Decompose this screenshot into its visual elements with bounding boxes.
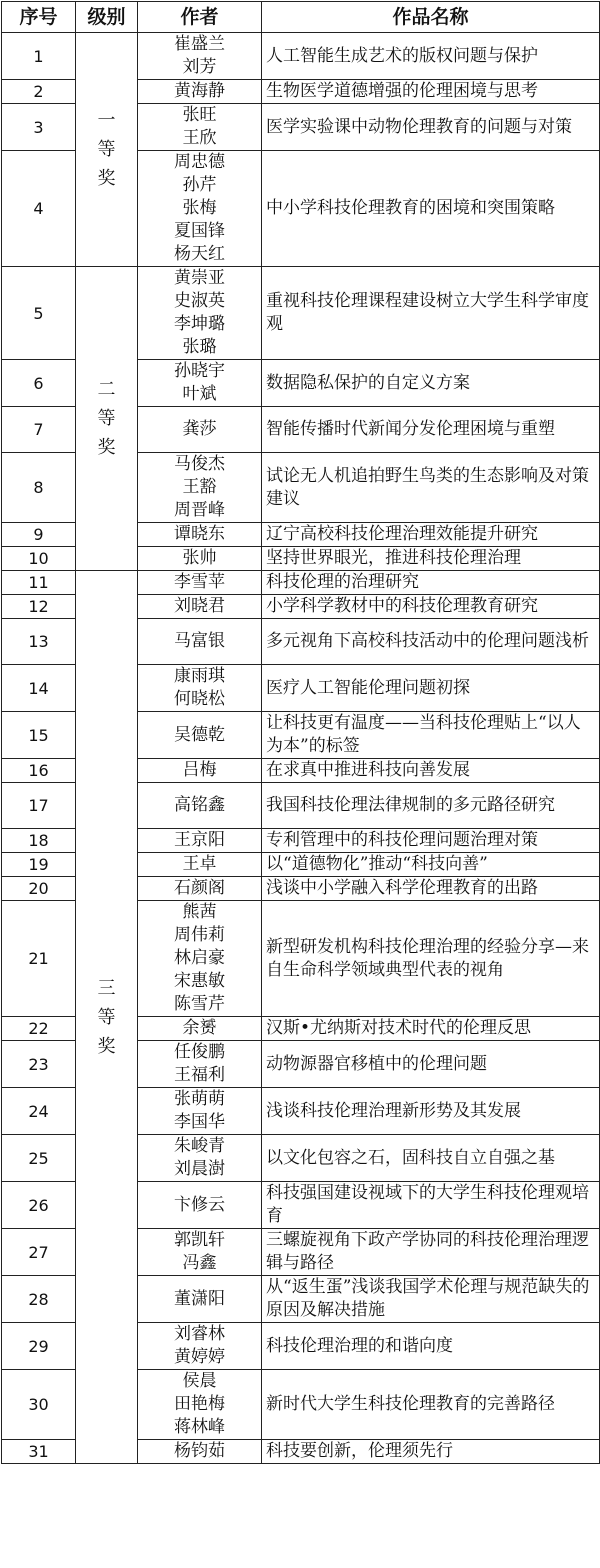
row-authors bbox=[138, 759, 262, 783]
row-authors bbox=[138, 267, 262, 360]
author-name: 黄婷婷 bbox=[174, 1347, 225, 1367]
row-index: 5 bbox=[2, 267, 76, 360]
row-index: 18 bbox=[2, 829, 76, 853]
author-name: 侯晨 bbox=[182, 1371, 217, 1391]
author-name: 马富银 bbox=[174, 631, 225, 651]
author-name: 张梅 bbox=[182, 198, 217, 218]
award-level bbox=[76, 267, 138, 571]
row-authors bbox=[138, 1229, 262, 1276]
row-authors bbox=[138, 1182, 262, 1229]
row-title: 浅谈科技伦理治理新形势及其发展 bbox=[262, 1088, 600, 1135]
row-authors bbox=[138, 151, 262, 267]
row-index: 3 bbox=[2, 104, 76, 151]
author-name: 刘晓君 bbox=[174, 596, 225, 616]
row-authors bbox=[138, 104, 262, 151]
author-name: 孙芹 bbox=[182, 175, 217, 195]
author-name: 刘睿林 bbox=[174, 1324, 225, 1344]
row-authors bbox=[138, 595, 262, 619]
row-authors bbox=[138, 1041, 262, 1088]
author-name: 叶斌 bbox=[182, 384, 217, 404]
awards-table bbox=[1, 1, 600, 1464]
author-name: 王欣 bbox=[182, 128, 217, 148]
row-index: 17 bbox=[2, 783, 76, 829]
author-name: 黄海静 bbox=[174, 81, 225, 101]
author-name: 李雪苹 bbox=[174, 572, 225, 592]
author-name: 熊茜 bbox=[182, 902, 217, 922]
author-name: 杨天红 bbox=[174, 244, 225, 264]
author-name: 黄崇亚 bbox=[174, 268, 225, 288]
author-name: 何晓松 bbox=[174, 689, 225, 709]
author-name: 杨钧茹 bbox=[174, 1441, 225, 1461]
row-index: 19 bbox=[2, 853, 76, 877]
row-title: 医学实验课中动物伦理教育的问题与对策 bbox=[262, 104, 600, 151]
author-name: 冯鑫 bbox=[182, 1253, 217, 1273]
row-title: 重视科技伦理课程建设树立大学生科学审度观 bbox=[262, 267, 600, 360]
author-name: 王豁 bbox=[182, 477, 217, 497]
row-authors bbox=[138, 407, 262, 453]
award-level-label: 三等奖 bbox=[97, 977, 116, 1057]
row-authors bbox=[138, 33, 262, 80]
row-title: 让科技更有温度——当科技伦理贴上“以人为本”的标签 bbox=[262, 712, 600, 759]
award-level bbox=[76, 33, 138, 267]
row-index: 13 bbox=[2, 619, 76, 665]
row-index: 9 bbox=[2, 523, 76, 547]
row-index: 1 bbox=[2, 33, 76, 80]
row-title: 科技要创新，伦理须先行 bbox=[262, 1440, 600, 1464]
author-name: 林启豪 bbox=[174, 948, 225, 968]
row-title: 科技伦理治理的和谐向度 bbox=[262, 1323, 600, 1370]
row-index: 4 bbox=[2, 151, 76, 267]
row-index: 8 bbox=[2, 453, 76, 523]
author-name: 石颜阁 bbox=[174, 878, 225, 898]
author-name: 周伟莉 bbox=[174, 925, 225, 945]
row-authors bbox=[138, 783, 262, 829]
author-name: 周晋峰 bbox=[174, 500, 225, 520]
row-title: 数据隐私保护的自定义方案 bbox=[262, 360, 600, 407]
row-index: 24 bbox=[2, 1088, 76, 1135]
row-title: 以“道德物化”推动“科技向善” bbox=[262, 853, 600, 877]
row-index: 12 bbox=[2, 595, 76, 619]
row-authors bbox=[138, 829, 262, 853]
row-index: 22 bbox=[2, 1017, 76, 1041]
table-body bbox=[2, 33, 600, 1464]
row-index: 14 bbox=[2, 665, 76, 712]
row-title: 医疗人工智能伦理问题初探 bbox=[262, 665, 600, 712]
row-authors bbox=[138, 1323, 262, 1370]
author-name: 宋惠敏 bbox=[174, 971, 225, 991]
author-name: 刘晨澍 bbox=[174, 1159, 225, 1179]
table-row bbox=[2, 267, 600, 360]
header-index: 序号 bbox=[2, 2, 76, 33]
row-authors bbox=[138, 1088, 262, 1135]
row-authors bbox=[138, 1017, 262, 1041]
row-index: 25 bbox=[2, 1135, 76, 1182]
row-authors bbox=[138, 665, 262, 712]
author-name: 史淑英 bbox=[174, 291, 225, 311]
row-title: 三螺旋视角下政产学协同的科技伦理治理逻辑与路径 bbox=[262, 1229, 600, 1276]
author-name: 吕梅 bbox=[182, 760, 217, 780]
author-name: 孙晓宇 bbox=[174, 361, 225, 381]
row-title: 小学科学教材中的科技伦理教育研究 bbox=[262, 595, 600, 619]
author-name: 王福利 bbox=[174, 1065, 225, 1085]
table-row bbox=[2, 33, 600, 80]
row-authors bbox=[138, 453, 262, 523]
row-title: 我国科技伦理法律规制的多元路径研究 bbox=[262, 783, 600, 829]
row-index: 30 bbox=[2, 1370, 76, 1440]
author-name: 田艳梅 bbox=[174, 1394, 225, 1414]
author-name: 王京阳 bbox=[174, 830, 225, 850]
row-authors bbox=[138, 1276, 262, 1323]
row-authors bbox=[138, 901, 262, 1017]
author-name: 朱峻青 bbox=[174, 1136, 225, 1156]
author-name: 王卓 bbox=[182, 854, 217, 874]
award-level-label: 二等奖 bbox=[97, 379, 116, 458]
row-authors bbox=[138, 619, 262, 665]
row-title: 动物源器官移植中的伦理问题 bbox=[262, 1041, 600, 1088]
author-name: 张帅 bbox=[182, 548, 217, 568]
author-name: 李国华 bbox=[174, 1112, 225, 1132]
row-authors bbox=[138, 877, 262, 901]
row-index: 28 bbox=[2, 1276, 76, 1323]
row-title: 汉斯•尤纳斯对技术时代的伦理反思 bbox=[262, 1017, 600, 1041]
row-index: 2 bbox=[2, 80, 76, 104]
author-name: 周忠德 bbox=[174, 152, 225, 172]
row-index: 11 bbox=[2, 571, 76, 595]
row-authors bbox=[138, 360, 262, 407]
author-name: 张萌萌 bbox=[174, 1089, 225, 1109]
row-title: 科技伦理的治理研究 bbox=[262, 571, 600, 595]
row-title: 生物医学道德增强的伦理困境与思考 bbox=[262, 80, 600, 104]
row-title: 以文化包容之石，固科技自立自强之基 bbox=[262, 1135, 600, 1182]
author-name: 董潇阳 bbox=[174, 1288, 225, 1309]
header-row bbox=[2, 2, 600, 33]
award-level-label: 一等奖 bbox=[97, 110, 116, 189]
row-title: 新型研发机构科技伦理治理的经验分享—来自生命科学领域典型代表的视角 bbox=[262, 901, 600, 1017]
row-title: 辽宁高校科技伦理治理效能提升研究 bbox=[262, 523, 600, 547]
row-index: 20 bbox=[2, 877, 76, 901]
row-index: 15 bbox=[2, 712, 76, 759]
author-name: 康雨琪 bbox=[174, 666, 225, 686]
row-index: 31 bbox=[2, 1440, 76, 1464]
row-authors bbox=[138, 853, 262, 877]
row-index: 10 bbox=[2, 547, 76, 571]
row-title: 从“返生蛋”浅谈我国学术伦理与规范缺失的原因及解决措施 bbox=[262, 1276, 600, 1323]
row-title: 浅谈中小学融入科学伦理教育的出路 bbox=[262, 877, 600, 901]
author-name: 任俊鹏 bbox=[174, 1042, 225, 1062]
row-title: 科技强国建设视域下的大学生科技伦理观培育 bbox=[262, 1182, 600, 1229]
row-authors bbox=[138, 712, 262, 759]
row-authors bbox=[138, 1135, 262, 1182]
author-name: 龚莎 bbox=[182, 419, 217, 439]
header-title: 作品名称 bbox=[262, 2, 600, 33]
author-name: 卞修云 bbox=[174, 1194, 225, 1215]
author-name: 陈雪芹 bbox=[174, 994, 225, 1014]
table-row bbox=[2, 571, 600, 595]
row-index: 29 bbox=[2, 1323, 76, 1370]
author-name: 崔盛兰 bbox=[174, 34, 225, 54]
header-author: 作者 bbox=[138, 2, 262, 33]
row-title: 试论无人机追拍野生鸟类的生态影响及对策建议 bbox=[262, 453, 600, 523]
row-authors bbox=[138, 1440, 262, 1464]
row-title: 专利管理中的科技伦理问题治理对策 bbox=[262, 829, 600, 853]
row-title: 多元视角下高校科技活动中的伦理问题浅析 bbox=[262, 619, 600, 665]
row-index: 23 bbox=[2, 1041, 76, 1088]
author-name: 刘芳 bbox=[182, 57, 217, 77]
row-index: 27 bbox=[2, 1229, 76, 1276]
row-title: 人工智能生成艺术的版权问题与保护 bbox=[262, 33, 600, 80]
row-authors bbox=[138, 571, 262, 595]
author-name: 张璐 bbox=[182, 337, 217, 357]
row-index: 16 bbox=[2, 759, 76, 783]
author-name: 谭晓东 bbox=[174, 524, 225, 544]
author-name: 夏国锋 bbox=[174, 221, 225, 241]
author-name: 郭凯轩 bbox=[174, 1230, 225, 1250]
row-title: 在求真中推进科技向善发展 bbox=[262, 759, 600, 783]
author-name: 高铭鑫 bbox=[174, 795, 225, 815]
author-name: 李坤璐 bbox=[174, 314, 225, 334]
row-authors bbox=[138, 80, 262, 104]
author-name: 余赟 bbox=[182, 1018, 217, 1038]
row-index: 26 bbox=[2, 1182, 76, 1229]
author-name: 马俊杰 bbox=[174, 454, 225, 474]
row-title: 智能传播时代新闻分发伦理困境与重塑 bbox=[262, 407, 600, 453]
row-authors bbox=[138, 1370, 262, 1440]
row-index: 21 bbox=[2, 901, 76, 1017]
author-name: 蒋林峰 bbox=[174, 1417, 225, 1437]
row-authors bbox=[138, 523, 262, 547]
row-title: 坚持世界眼光，推进科技伦理治理 bbox=[262, 547, 600, 571]
row-index: 6 bbox=[2, 360, 76, 407]
row-index: 7 bbox=[2, 407, 76, 453]
row-title: 新时代大学生科技伦理教育的完善路径 bbox=[262, 1370, 600, 1440]
author-name: 张旺 bbox=[182, 105, 217, 125]
row-title: 中小学科技伦理教育的困境和突围策略 bbox=[262, 151, 600, 267]
award-level bbox=[76, 571, 138, 1464]
header-level: 级别 bbox=[76, 2, 138, 33]
author-name: 吴德乾 bbox=[174, 724, 225, 745]
row-authors bbox=[138, 547, 262, 571]
